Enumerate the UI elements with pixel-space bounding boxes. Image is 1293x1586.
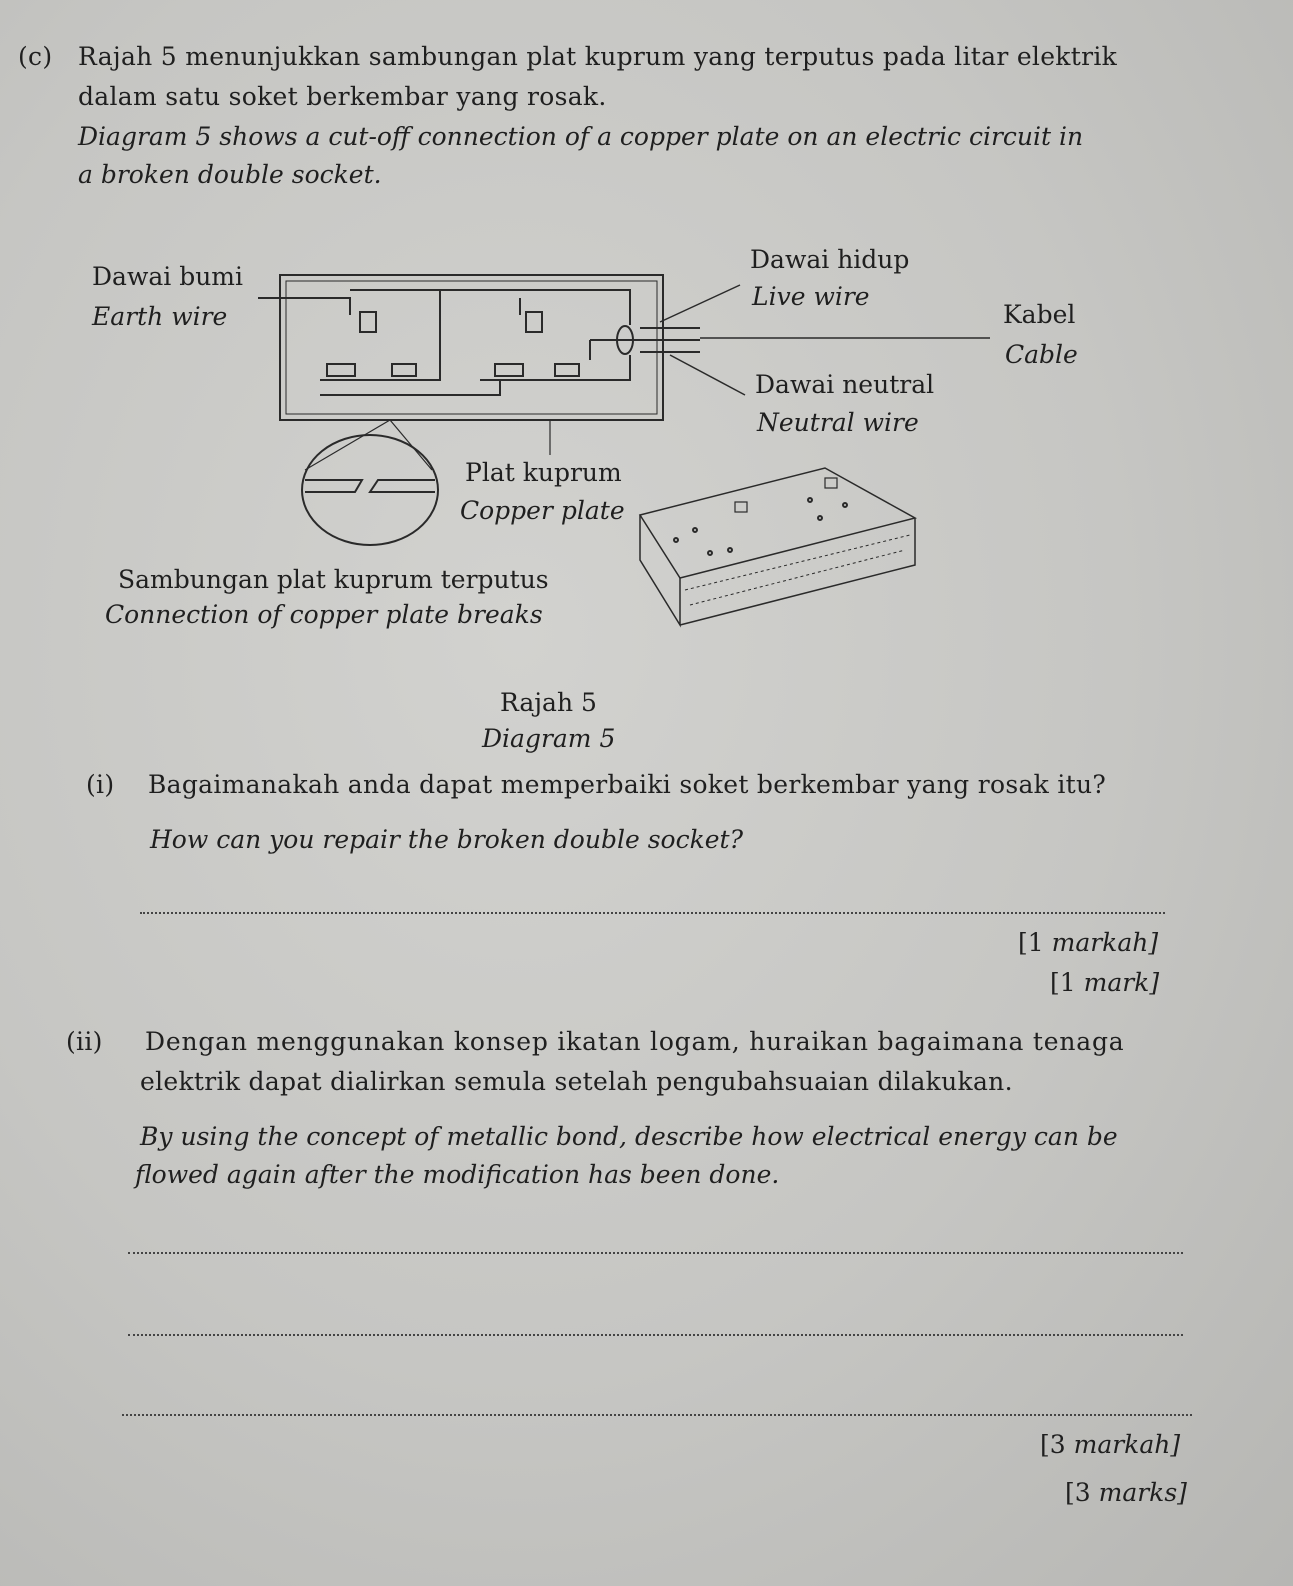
neutral-wire-label-ms: Dawai neutral bbox=[755, 370, 935, 399]
part-i-mark-ms-word: markah] bbox=[1051, 928, 1159, 957]
question-c-en-line1: Diagram 5 shows a cut-off connection of a copper plate on an electric circuit in bbox=[78, 122, 1084, 151]
part-i-answer-line[interactable] bbox=[140, 912, 1165, 914]
copper-plate-label-ms: Plat kuprum bbox=[465, 458, 622, 487]
part-ii-question-en-line1: By using the concept of metallic bond, describe how electrical energy can be bbox=[140, 1122, 1118, 1151]
part-ii-question-ms-line1: Dengan menggunakan konsep ikatan logam, huraikan bagaimana tenaga bbox=[145, 1027, 1125, 1056]
part-ii-mark-en-num: [3 bbox=[1065, 1478, 1091, 1507]
part-ii-answer-line-3[interactable] bbox=[122, 1414, 1192, 1416]
diagram-caption-ms: Rajah 5 bbox=[500, 688, 597, 717]
part-i-label: (i) bbox=[86, 770, 115, 799]
question-c-label: (c) bbox=[18, 42, 53, 71]
part-i-question-ms: Bagaimanakah anda dapat memperbaiki soket berkembar yang rosak itu? bbox=[148, 770, 1107, 799]
cable-label-en: Cable bbox=[1005, 340, 1078, 369]
earth-wire-label-ms: Dawai bumi bbox=[92, 262, 244, 291]
part-ii-label: (ii) bbox=[66, 1027, 103, 1056]
diagram-caption-en: Diagram 5 bbox=[482, 724, 616, 753]
part-ii-question-en-line2: flowed again after the modification has been done. bbox=[135, 1160, 780, 1189]
part-i-mark-ms bbox=[1018, 928, 1158, 957]
question-c-ms-line2: dalam satu soket berkembar yang rosak. bbox=[78, 82, 607, 111]
live-wire-label-ms: Dawai hidup bbox=[750, 245, 910, 274]
copper-plate-label-en: Copper plate bbox=[460, 496, 625, 525]
question-c-en-line2: a broken double socket. bbox=[78, 160, 382, 189]
earth-wire-label-en: Earth wire bbox=[92, 302, 228, 331]
part-i-mark-en bbox=[1050, 968, 1159, 997]
part-i-mark-en-word: mark] bbox=[1083, 968, 1160, 997]
question-c-ms-line1: Rajah 5 menunjukkan sambungan plat kuprum yang terputus pada litar elektrik bbox=[78, 42, 1118, 71]
cable-label-ms: Kabel bbox=[1003, 300, 1076, 329]
part-ii-question-ms-line2: elektrik dapat dialirkan semula setelah pengubahsuaian dilakukan. bbox=[140, 1067, 1013, 1096]
part-i-question-en: How can you repair the broken double socket? bbox=[150, 825, 743, 854]
part-ii-mark-ms-num: [3 bbox=[1040, 1430, 1066, 1459]
broken-connection-label-en: Connection of copper plate breaks bbox=[105, 600, 543, 629]
part-ii-mark-en-word: marks] bbox=[1098, 1478, 1187, 1507]
part-i-mark-ms-num: [1 bbox=[1018, 928, 1044, 957]
part-ii-mark-ms bbox=[1040, 1430, 1180, 1459]
neutral-wire-label-en: Neutral wire bbox=[757, 408, 919, 437]
live-wire-label-en: Live wire bbox=[752, 282, 870, 311]
broken-connection-label-ms: Sambungan plat kuprum terputus bbox=[118, 565, 549, 594]
part-ii-answer-line-1[interactable] bbox=[128, 1252, 1183, 1254]
part-i-mark-en-num: [1 bbox=[1050, 968, 1076, 997]
part-ii-answer-line-2[interactable] bbox=[128, 1334, 1183, 1336]
part-ii-mark-ms-word: markah] bbox=[1073, 1430, 1181, 1459]
part-ii-mark-en bbox=[1065, 1478, 1187, 1507]
